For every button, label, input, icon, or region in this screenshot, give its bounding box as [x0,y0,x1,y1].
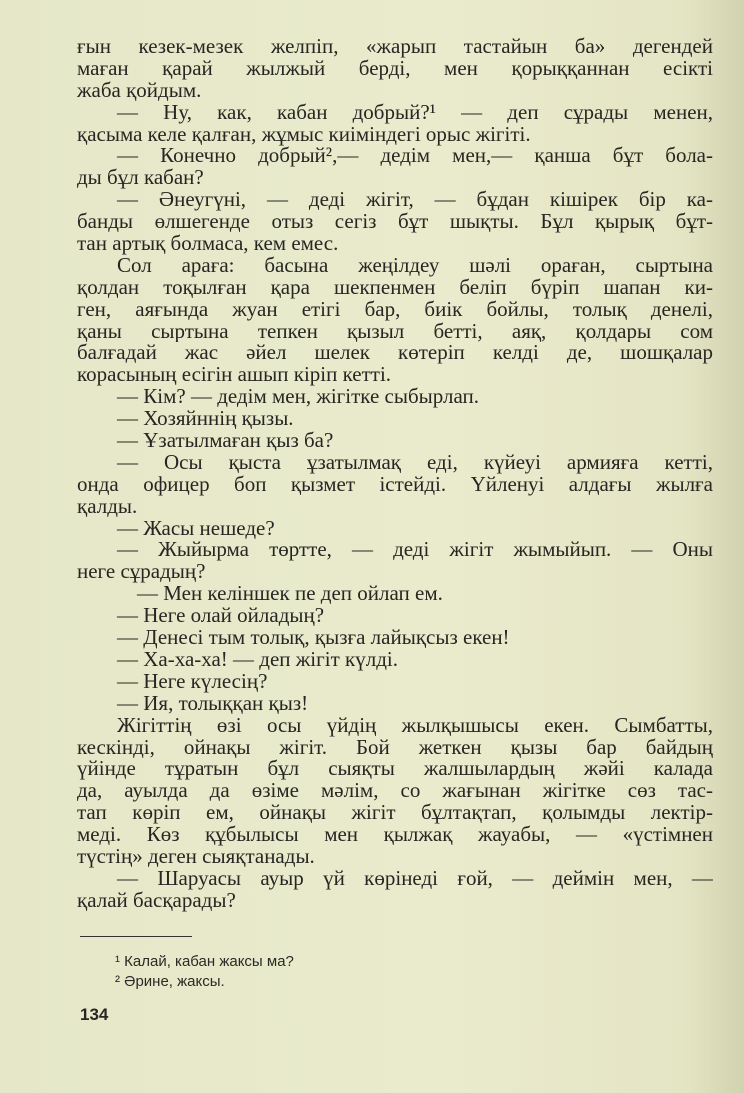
text-line: — Ну, как, кабан добрый?¹ — деп сұрады менен, [117,101,713,124]
text-line: Сол арағa: басына жеңілдеу шәлі ораған, сыртына [117,254,713,277]
text-line: — Ия, толыққан қыз! [117,690,309,715]
text-line: — Конечно добрый²,— дедім мен,— қанша бұт бола- [117,145,713,168]
text-line: неге сұрадың? [77,559,206,584]
text-line: — Шаруасы ауыр үй көрінеді ғой, — деймін мен, — [117,867,713,890]
text-line: — Мен келіншек пе деп ойлап ем. [137,581,443,606]
body-text [77,36,713,912]
text-line: кескінді, ойнақы жігіт. Бой жеткен қызы бар байдың [77,736,713,759]
text-line: — Жасы нешеде? [117,515,275,540]
text-line: онда офицер боп қызмет істейді. Үйленуі алдағы жылға [77,473,713,496]
text-line: — Жыйырма төртте, — деді жігіт жымыйып. — Оны [117,539,713,562]
text-line: — Кім? — дедім мен, жігітке сыбырлап. [117,384,480,409]
footnote-1: ¹ Калай, кабан жаксы ма? [115,953,294,970]
text-line: — Ха-ха-ха! — деп жігіт күлді. [117,646,398,671]
text-line: — Хозяйннің қызы. [117,406,294,431]
text-line: да, ауылда да өзіме мәлім, со жағынан жігітке сөз тас- [77,780,713,803]
text-line: қасыма келе қалған, жұмыс киіміндегі орыс жігіті. [77,121,531,146]
text-line: жаба қойдым. [77,77,202,102]
text-line: ғын кезек-мезек желпіп, «жарып тастайын ба» дегендей [77,36,713,58]
text-line: банды өлшегенде отыз сегіз бұт шықты. Бұл қырық бұт- [77,211,713,234]
text-line: ген, аяғында жуан етігі бар, биік бойлы, толық денелі, [77,298,713,321]
text-line: балғадай жас әйел шелек көтеріп келді де, шошқалар [77,342,713,365]
text-line: тап көріп ем, ойнақы жігіт бұлтақтап, қолымды лектір- [77,802,713,825]
text-line: — Әнеугүні, — деді жігіт, — бұдан кішірек бір ка- [117,189,713,212]
text-line: меді. Көз құбылысы мен қылжақ жауабы, — «үстімнен [77,824,713,846]
text-line: маған қарай жылжый берді, мен қорыққаннан есікті [77,57,713,80]
text-line: үйінде тұратын бұл сыяқты жалшылардың жәйі калада [77,758,713,781]
text-line: түстің» деген сыяқтанады. [77,843,315,868]
text-line: — Неге олай ойладың? [117,603,325,628]
footnote-2: ² Әрине, жаксы. [115,973,225,990]
text-line: — Ұзатылмаған қыз ба? [117,428,334,453]
text-line: қалды. [77,493,138,518]
text-line: тан артық болмаса, кем емес. [77,231,339,256]
text-line: корасының есігін ашып кіріп кетті. [77,362,392,387]
page-number: 134 [80,1005,109,1024]
text-line: қалай басқарады? [77,887,236,912]
text-line: — Денесі тым толық, қызға лайықсыз екен! [117,625,510,650]
text-line: — Неге күлесің? [117,668,268,693]
text-line: Жігіттің өзі осы үйдің жылқышысы екен. Сымбатты, [117,714,713,737]
text-line: — Осы қыста ұзатылмақ еді, күйеуі армияға кетті, [117,451,713,474]
text-line: қаны сыртына тепкен қызыл бетті, аяқ, қолдары сом [77,320,713,343]
footnote-divider [80,936,192,937]
text-line: ды бұл кабан? [77,165,204,190]
text-line: қолдан тоқылған қара шекпенмен беліп бүріп шапан ки- [77,276,713,299]
